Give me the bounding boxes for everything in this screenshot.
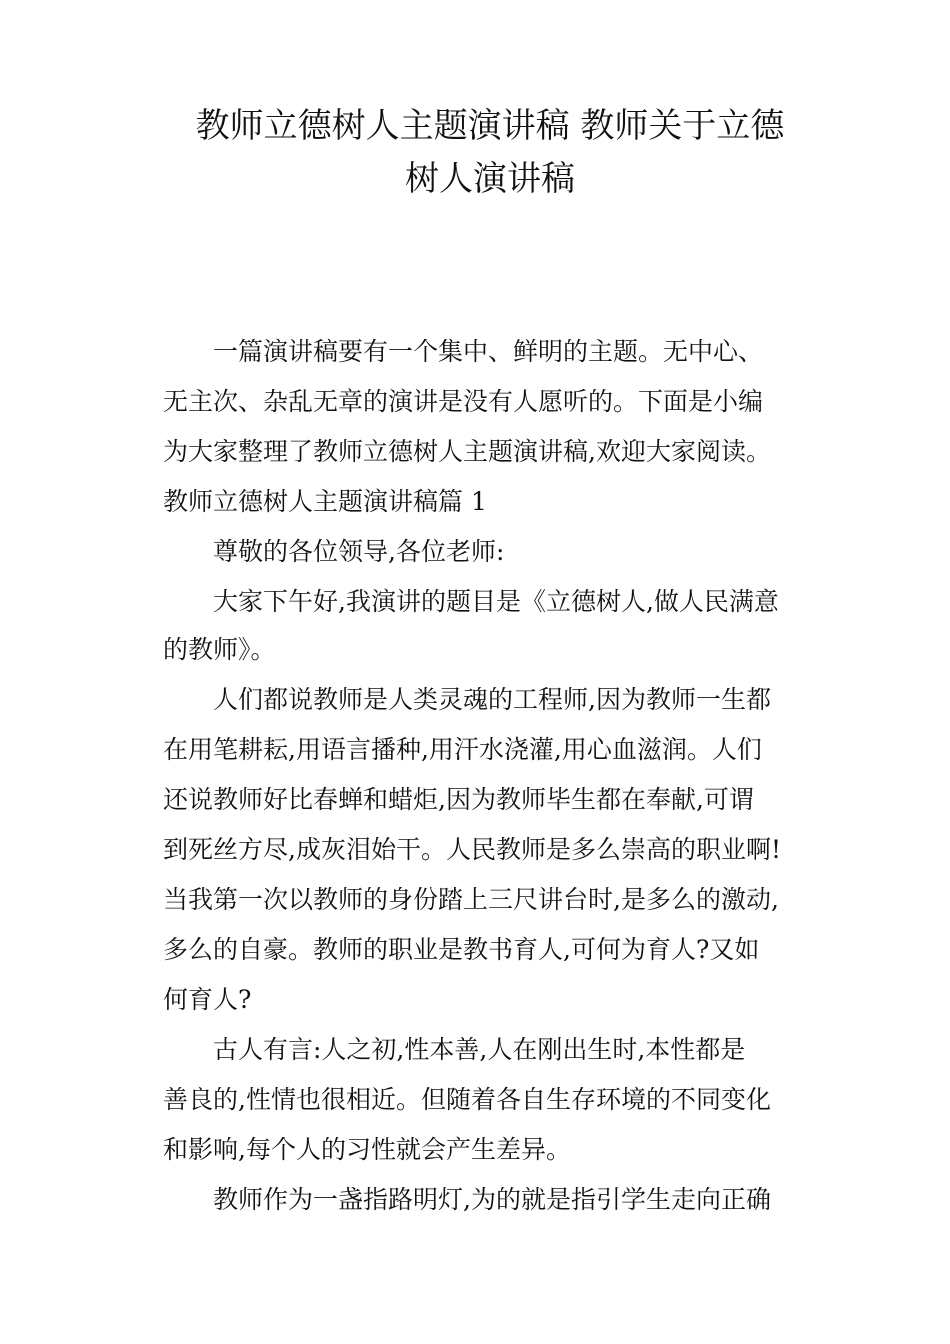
body-line: 还说教师好比春蝉和蜡炬,因为教师毕生都在奉献,可谓 [163, 785, 754, 814]
body-line: 多么的自豪。教师的职业是教书育人,可何为育人?又如 [163, 935, 760, 964]
body-line: 教师作为一盏指路明灯,为的就是指引学生走向正确 [213, 1185, 771, 1214]
body-line: 何育人? [163, 985, 252, 1014]
body-line: 大家下午好,我演讲的题目是《立德树人,做人民满意 [213, 587, 779, 616]
body-line: 古人有言:人之初,性本善,人在刚出生时,本性都是 [213, 1035, 746, 1064]
body-line: 在用笔耕耘,用语言播种,用汗水浇灌,用心血滋润。人们 [163, 735, 762, 764]
body-line: 的教师》。 [163, 635, 276, 664]
body-line: 善良的,性情也很相近。但随着各自生存环境的不同变化 [163, 1085, 771, 1114]
body-line: 和影响,每个人的习性就会产生差异。 [163, 1135, 571, 1164]
body-line: 当我第一次以教师的身份踏上三尺讲台时,是多么的激动, [163, 885, 779, 914]
document-title [110, 100, 870, 206]
title-line-2: 树人演讲稿 [405, 159, 575, 199]
body-line: 一篇演讲稿要有一个集中、鲜明的主题。无中心、 [213, 337, 764, 366]
body-line: 无主次、杂乱无章的演讲是没有人愿听的。下面是小编 [163, 387, 764, 416]
body-line: 人们都说教师是人类灵魂的工程师,因为教师一生都 [213, 685, 771, 714]
salutation-line: 尊敬的各位领导,各位老师: [213, 537, 505, 566]
body-line: 到死丝方尽,成灰泪始干。人民教师是多么崇高的职业啊! [163, 835, 781, 864]
section-heading: 教师立德树人主题演讲稿篇 1 [163, 487, 487, 516]
title-line-1: 教师立德树人主题演讲稿 教师关于立德 [195, 106, 785, 146]
body-line: 为大家整理了教师立德树人主题演讲稿,欢迎大家阅读。 [163, 437, 771, 466]
